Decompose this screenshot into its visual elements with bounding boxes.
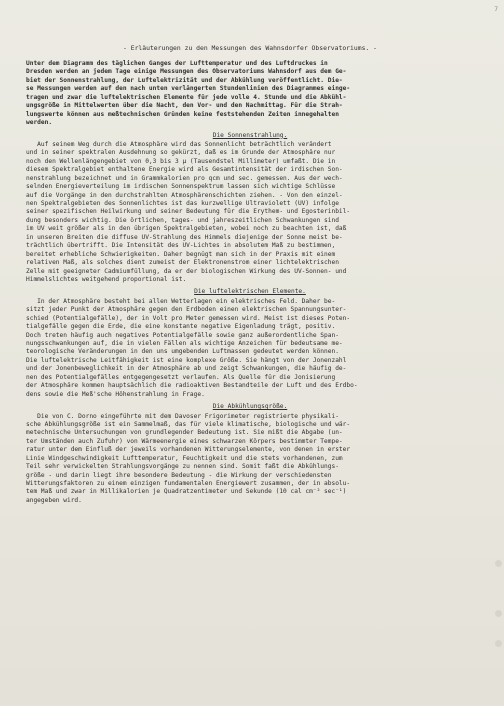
text-line: auf die Vorgänge in den durchstrahlten Atmosphärenschichten ziehen. - Von den einzel- (26, 191, 343, 199)
intro-paragraph (26, 60, 474, 128)
text-line: dung besonders wichtig. Die örtlichen, tages- und jahreszeitlichen Schwankungen sind (26, 216, 339, 224)
paragraph-sonnenstrahlung (26, 141, 474, 284)
text-line: der Atmosphäre kommen hauptsächlich die radioaktiven Bestandteile der Luft und des Erdbo- (26, 382, 358, 390)
text-line: ter Umständen auch Zufuhr) von Wärmeenergie eines schwarzen Körpers bestimmter Tempe- (26, 437, 343, 445)
section-heading-luftelektrik: Die luftelektrischen Elemente. (194, 288, 306, 296)
text-line: relativen Maß, als solches dient zumeist der Elektronenstrom einer lichtelektrischen (26, 259, 339, 267)
text-line: sche Abkühlungsgröße ist ein Sammelmaß, das für viele klimatische, biologische und wär- (26, 420, 351, 428)
text-line: ungsgröße in Mittelwerten über die Nacht, den Vor- und den Nachmittag. Für die Strah- (26, 102, 343, 110)
text-line: tem Maß und zwar in Millikalorien je Quadratzentimeter und Sekunde (10 cal cm⁻² sec⁻¹) (26, 488, 347, 496)
text-line: tialgefälle gegen die Erde, die eine konstante negative Eigenladung trägt, positiv. (26, 323, 336, 331)
paragraph-luftelektrik (26, 298, 474, 399)
punch-hole (495, 560, 502, 567)
text-line: seiner spezifischen Heilwirkung und seiner Bedeutung für die Erythem- und Egosterinbil- (26, 208, 351, 216)
text-line: schied (Potentialgefälle), der in Volt pro Meter gemessen wird. Meist ist dieses Poten- (26, 314, 351, 322)
text-line: nen des Potentialgefälles entgegengesetzt verlaufen. Als Quelle für die Jonisierung (26, 373, 336, 381)
text-line: trächtlich übertrifft. Die Intensität des UV-Lichtes in absolutem Maß zu bestimmen, (26, 242, 336, 250)
text-line: nenstrahlung bezeichnet und in Grammkalorien pro qcm und sec. gemessen. Aus der wech- (26, 174, 343, 182)
text-line: nen Spektralgebieten des Sonnenlichtes ist das kurzwellige Ultraviolett (UV) infolge (26, 200, 339, 207)
section-heading-abkuehlung: Die Abkühlungsgröße. (212, 403, 288, 411)
text-line: biet der Sonnenstrahlung, der Luftelektrizität und der Abkühlung veröffentlicht. Die- (26, 76, 343, 84)
sheet-number: 7 (494, 6, 498, 13)
text-line: und in seiner spektralen Ausdehnung so gekürzt, daß es im Grunde der Atmosphäre nur (26, 149, 336, 157)
text-line: dens sowie die Meß'sche Höhenstrahlung in Frage. (26, 390, 205, 398)
document-body (26, 60, 474, 505)
document-title: - Erläuterungen zu den Messungen des Wahnsdorfer Observatoriums. - (123, 44, 377, 52)
text-line: und der Jonenbeweglichkeit in der Atmosphäre ab und zeigt Schwankungen, die häufig de- (26, 365, 347, 373)
text-line: in unseren Breiten die diffuse UV-Strahlung des Himmels diejenige der Sonne meist be- (26, 233, 343, 241)
text-line: nungsschwankungen auf, die in vielen Fällen als wichtige Anzeichen für bedeutsame me- (26, 340, 343, 347)
punch-hole (495, 640, 502, 647)
paragraph-abkuehlung (26, 413, 474, 506)
text-line: noch den Wellenlängengebiet von 0,3 bis 3 μ (Tausendstel Millimeter) umfaßt. Die in (26, 157, 336, 165)
text-line: Doch treten häufig auch negatives Potentialgefälle sowie ganz außerordentliche Span- (26, 331, 339, 339)
text-line: ratur unter dem Einfluß der jeweils vorhandenen Witterungselemente, von denen in erster (26, 446, 351, 454)
text-line: Dresden werden an jedem Tage einige Messungen des Observatoriums Wahnsdorf aus dem Ge- (26, 68, 347, 76)
text-line: lungswerte können aus meßtechnischen Gründen keine feststehenden Zeiten innegehalten (26, 110, 339, 118)
text-line: selnden Energieverteilung im irdischen Sonnenspektrum lassen sich wichtige Schlüsse (26, 183, 336, 191)
text-line: tragen und zwar die luftelektrischen Elemente für jede volle 4. Stunde und die Abkühl- (26, 93, 347, 101)
text-line: Die luftelektrische Leitfähigkeit ist eine komplexe Größe. Sie hängt von der Jonenzahl (26, 356, 347, 364)
text-line: Auf seinem Weg durch die Atmosphäre wird das Sonnenlicht beträchtlich verändert (26, 140, 332, 148)
text-line: im UV weit größer als in den übrigen Spektralgebieten, wobei noch zu beachten ist, daß (26, 225, 347, 233)
section-heading-sonnenstrahlung: Die Sonnenstrahlung. (212, 131, 288, 139)
text-line: Witterungsfaktoren zu einem einzigen fundamentalen Energiewert zusammen, der in absolu- (26, 480, 351, 487)
text-line: Himmelslichtes weitgehend proportional ist. (26, 275, 187, 283)
text-line: diesem Spektralgebiet enthaltene Energie wird als Gesamtintensität der irdischen Son- (26, 166, 343, 174)
text-line: In der Atmosphäre besteht bei allen Wetterlagen ein elektrisches Feld. Daher be- (26, 297, 336, 305)
text-line: werden. (26, 119, 53, 127)
text-line: sitzt jeder Punkt der Atmosphäre gegen den Erdboden einen elektrischen Spannungsunter- (26, 306, 347, 314)
text-line: angegeben wird. (26, 496, 82, 504)
text-line: Die von C. Dorno eingeführte mit dem Davoser Frigorimeter registrierte physikali- (26, 412, 339, 420)
text-line: se Messungen werden auf den nach unten verlängerten Stundenlinien des Diagrammes einge- (26, 85, 351, 93)
text-line: Zelle mit geeigneter Cadmiumfüllung, da er der biologischen Wirkung des UV-Sonnen- und (26, 267, 347, 275)
text-line: größe - und darin liegt ihre besondere Bedeutung - die Wirkung der verschiedensten (26, 471, 332, 479)
text-line: Unter dem Diagramm des täglichen Ganges der Lufttemperatur und des Luftdruckes in (26, 60, 328, 67)
punch-hole (495, 610, 502, 617)
text-line: Teil sehr verwickelten Strahlungsvorgänge zu nennen sind. Somit faßt die Abkühlungs- (26, 463, 339, 471)
text-line: Linie Windgeschwindigkeit Lufttemperatur, Feuchtigkeit und die stets vorhandenen, zum (26, 454, 343, 462)
text-line: bereitet erhebliche Schwierigkeiten. Daher begnügt man sich in der Praxis mit einem (26, 250, 336, 258)
text-line: metechnische Untersuchungen von grundlegender Bedeutung ist. Sie mißt die Abgabe (un- (26, 429, 343, 437)
text-line: teorologische Veränderungen in den uns umgebenden Luftmassen gedeutet werden können. (26, 348, 339, 356)
